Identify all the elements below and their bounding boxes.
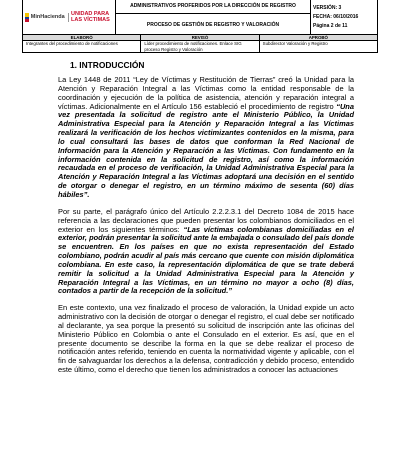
colombia-flag-icon: [25, 13, 29, 22]
reviso-header: REVISÓ: [141, 35, 259, 41]
document-page-number: Página 2 de 11: [313, 22, 348, 29]
aprobo-value: Subdirector Valoración y Registro: [259, 41, 377, 53]
reviso-value: Líder procedimiento de notificaciones. Enlace SIG proceso Registro y Valoración: [141, 41, 259, 53]
logo-brand-text: UNIDAD PARA LAS VÍCTIMAS: [71, 11, 110, 23]
document-title: ADMINISTRATIVOS PROFERIDOS POR LA DIRECCIÓN DE REGISTRO: [116, 0, 311, 14]
paragraph-3: En este contexto, una vez finalizado el proceso de valoración, la Unidad expide un acto administrativo con la decisión de otorgar o denegar el registro, el cual debe ser notificado al declarante, ya sea porque la presentó su solicitud de inscripción ante las oficinas del Ministerio Público en Colombia o ante el Consulado en el exterior. Es así, que en el presente documento se describe la forma en la que se debe realizar el proceso de notificación antes referido, teniendo en cuenta la normatividad vigente y aplicable, con el fin de salvaguardar los derechos a la defensa, contradicción y debido proceso, entendido este último, como el derecho que tienen los administrados a conocer las actuaciones: [58, 303, 354, 375]
paragraph-1-quote: “Una vez presentada la solicitud de registro ante el Ministerio Público, la Unidad Administrativa Especial para la Atención y Reparación Integral a las Víctimas realizará la verificación de los hechos victimizantes contenidos en la misma, para lo cual consultará las bases de datos que conforman la Red Nacional de Información para la Atención y Reparación a las Víctimas. Con fundamento en la información contenida en la solicitud de registro, así como la información recaudada en el proceso de verificación, la Unidad Administrativa Especial para la Atención y Reparación Integral a las Víctimas adoptará una decisión en el sentido de otorgar o denegar el registro, en un término máximo de sesenta (60) días hábiles”.: [58, 101, 354, 199]
document-header: [22, 0, 378, 37]
elaboro-value: Integrantes del procedimiento de notificaciones: [23, 41, 141, 53]
paragraph-2: [58, 208, 354, 296]
document-meta: [311, 0, 378, 37]
section-heading: 1. INTRODUCCIÓN: [70, 60, 145, 70]
document-body: [58, 60, 354, 375]
document-date: FECHA: 06/10/2016: [313, 13, 359, 20]
paragraph-2-text: Por su parte, el parágrafo único del Artículo 2.2.2.3.1 del Decreto 1084 de 2015 hace referencia a las declaraciones que pueden presentar los colombianos domiciliados en el exterior en los siguientes términos:: [58, 206, 354, 234]
signature-table: [22, 34, 378, 53]
aprobo-header: APROBÓ: [259, 35, 377, 41]
institutional-logo: [25, 11, 113, 23]
elaboro-header: ELABORÓ: [23, 35, 141, 41]
process-name: PROCESO DE GESTIÓN DE REGISTRO Y VALORACIÓN: [116, 14, 311, 37]
logo-cell: [23, 0, 116, 37]
paragraph-1-text: La Ley 1448 de 2011 “Ley de Víctimas y Restitución de Tierras” creó la Unidad para la Atención y Reparación Integral a las Víctimas como la entidad responsable de la coordinación y ejecución de la política de asistencia, atención y reparación integral a víctimas. Adicionalmente en el Artículo 156 estableció el procedimiento de registro: [58, 75, 354, 111]
paragraph-2-quote: “Las víctimas colombianas domiciliadas en el exterior, podrán presentar la solicitud ante la embajada o consulado del país donde se encuentren. En los países en que no exista representación del Estado colombiano, podrán acudir al país más cercano que cuente con misión diplomática colombiana. En este caso, la representación diplomática de que se trate deberá remitir la solicitud a la Unidad Administrativa Especial para la Atención y Reparación Integral a las Víctimas, en un término no mayor a ocho (8) días, contados a partir de la recepción de la solicitud.”: [58, 224, 354, 296]
paragraph-1: [58, 76, 354, 200]
document-version: VERSIÓN: 3: [313, 4, 342, 11]
logo-ministry-text: MinHacienda: [30, 14, 65, 20]
